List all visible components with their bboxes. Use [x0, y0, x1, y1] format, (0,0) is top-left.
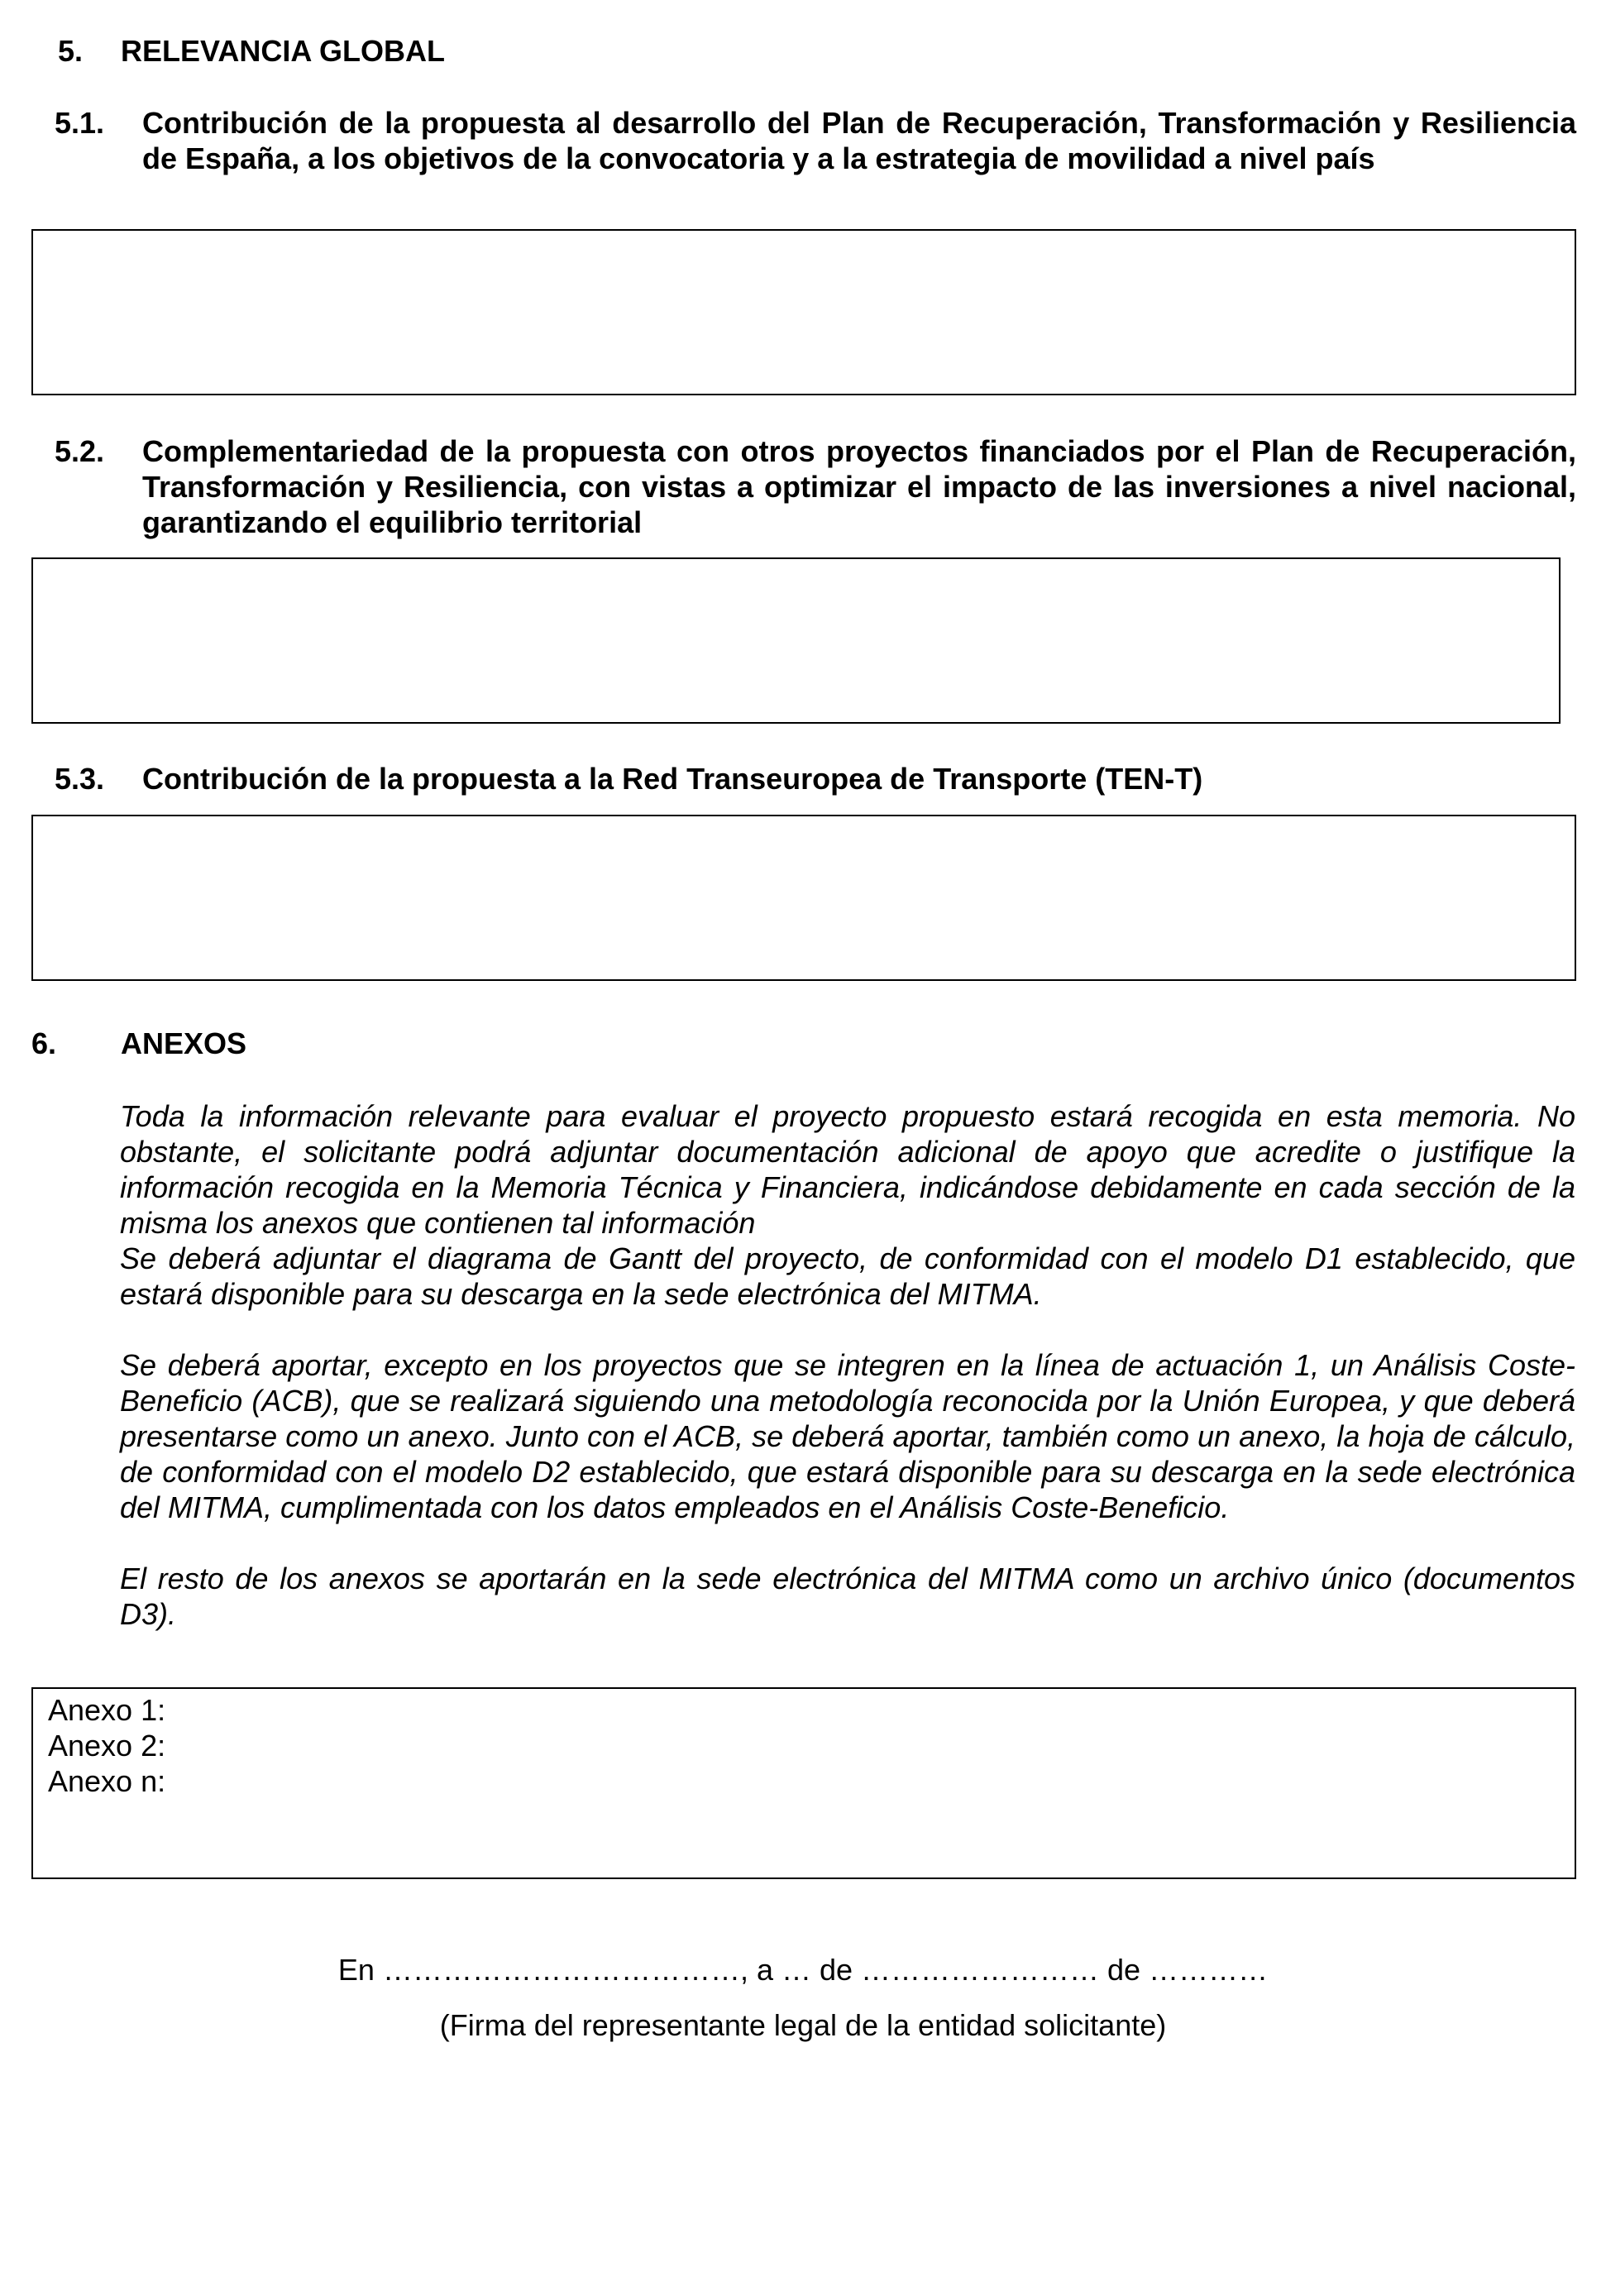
section-6-number: 6.: [31, 1026, 57, 1060]
subsection-5-2-text: Complementariedad de la propuesta con otros proyectos financiados por el Plan de Recuperación, Transformación y Resiliencia, con vistas a optimizar el impacto de las inversiones a nivel nacional, garantizando el equilibrio territorial: [142, 434, 1576, 539]
anexos-list-box[interactable]: [31, 1687, 1576, 1879]
paragraph-spacer: [120, 1525, 1575, 1561]
anexo-item-n: Anexo n:: [48, 1764, 166, 1798]
section-6-title: ANEXOS: [121, 1026, 247, 1060]
subsection-5-3-number: 5.3.: [55, 762, 105, 796]
anexos-paragraph-2: Se deberá adjuntar el diagrama de Gantt del proyecto, de conformidad con el modelo D1 establecido, que estará disponible para su descarga en la sede electrónica del MITMA.: [120, 1241, 1575, 1311]
anexo-item-1: Anexo 1:: [48, 1693, 166, 1727]
subsection-5-2-number: 5.2.: [55, 434, 105, 468]
section-5-number: 5.: [58, 34, 84, 68]
answer-box-5-3[interactable]: [31, 815, 1576, 981]
anexos-list: [48, 1692, 165, 1799]
anexo-item-2: Anexo 2:: [48, 1729, 166, 1763]
subsection-5-3-text: Contribución de la propuesta a la Red Transeuropea de Transporte (TEN-T): [142, 762, 1203, 796]
anexos-paragraph-4: El resto de los anexos se aportarán en la sede electrónica del MITMA como un archivo único (documentos D3).: [120, 1562, 1575, 1631]
answer-box-5-1[interactable]: [31, 229, 1576, 395]
subsection-5-1-text: Contribución de la propuesta al desarrollo del Plan de Recuperación, Transformación y Resiliencia de España, a los objetivos de la convocatoria y a la estrategia de movilidad a nivel país: [142, 106, 1576, 175]
anexos-paragraph-3: Se deberá aportar, excepto en los proyectos que se integren en la línea de actuación 1, un Análisis Coste-Beneficio (ACB), que se realizará siguiendo una metodología reconocida por la Unión Europea, y que deberá presentarse como un anexo. Junto con el ACB, se deberá aportar, también como un anexo, la hoja de cálculo, de conformidad con el modelo D2 establecido, que estará disponible para su descarga en la sede electrónica del MITMA, cumplimentada con los datos empleados en el Análisis Coste-Beneficio.: [120, 1348, 1575, 1524]
signature-place-date: En ………………………………, a … de …………………… de …………: [337, 1953, 1269, 1987]
subsection-5-1-number: 5.1.: [55, 106, 105, 140]
section-5-title: RELEVANCIA GLOBAL: [121, 34, 445, 68]
anexos-instructions: [120, 1098, 1575, 1632]
signature-caption: (Firma del representante legal de la entidad solicitante): [439, 2008, 1167, 2042]
answer-box-5-2[interactable]: [31, 557, 1561, 724]
anexos-paragraph-1: Toda la información relevante para evaluar el proyecto propuesto estará recogida en esta memoria. No obstante, el solicitante podrá adjuntar documentación adicional de apoyo que acredite o justifique la información recogida en la Memoria Técnica y Financiera, indicándose debidamente en cada sección de la misma los anexos que contienen tal información: [120, 1099, 1575, 1240]
paragraph-spacer: [120, 1312, 1575, 1347]
